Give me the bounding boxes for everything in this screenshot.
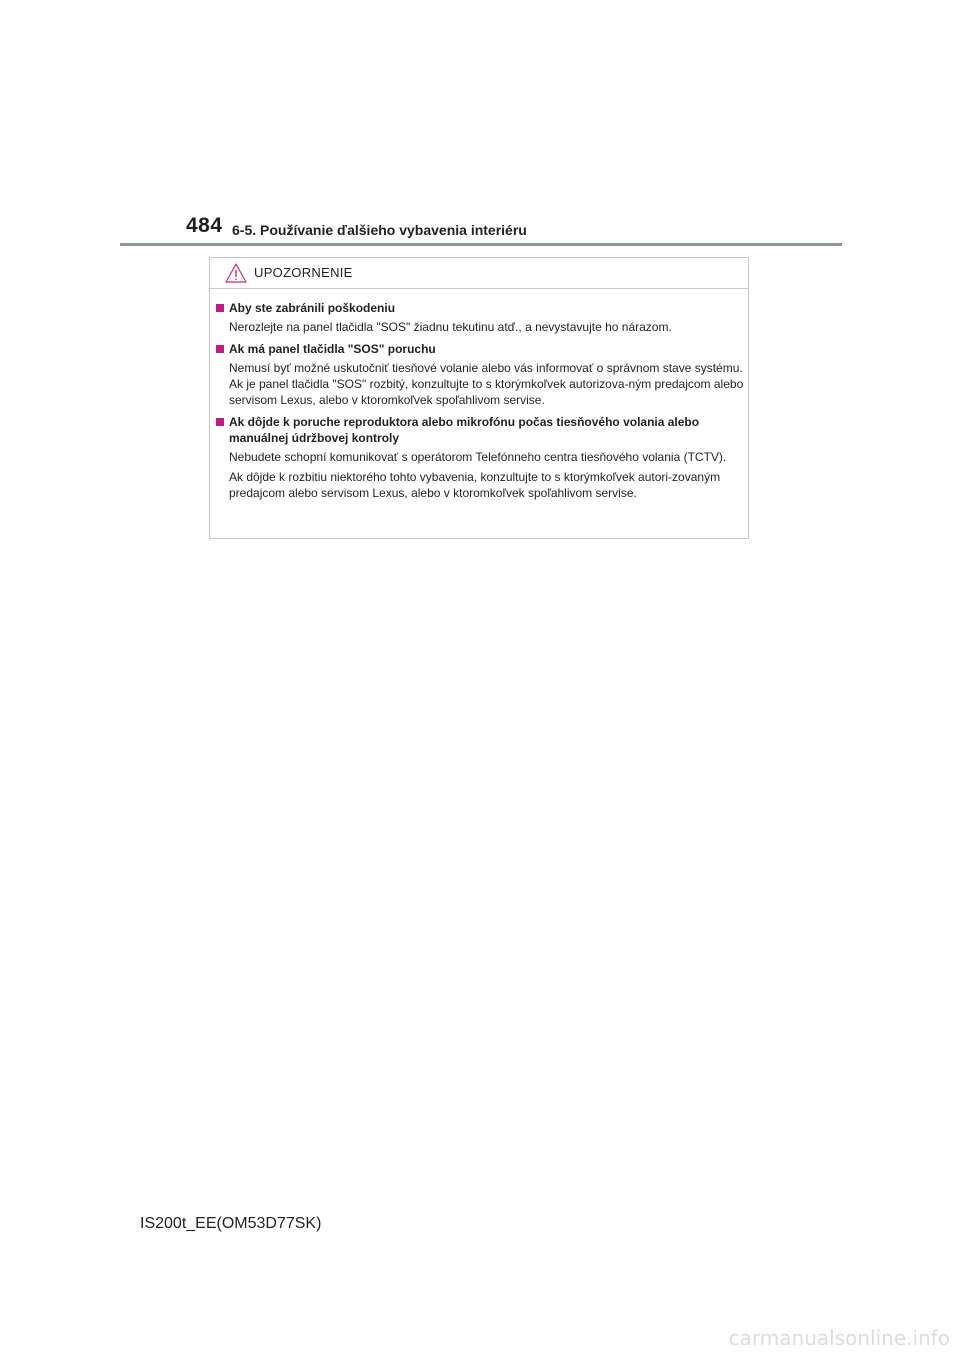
square-bullet-icon [216, 418, 224, 426]
page-header [0, 0, 960, 250]
warning-item-text: Ak dôjde k rozbitiu niektorého tohto vybavenia, konzultujte to s ktorýmkoľvek autori-zovaným predajcom alebo servisom Lexus, alebo v ktoromkoľvek spoľahlivom servise. [229, 470, 721, 500]
square-bullet-icon [216, 304, 224, 312]
warning-item-text: Nebudete schopní komunikovať s operátorom Telefónneho centra tiesňového volania (TCTV). [229, 450, 727, 464]
warning-item [216, 341, 744, 408]
warning-item-heading-text: Aby ste zabránili poškodeniu [229, 301, 396, 315]
header-divider [120, 243, 842, 246]
watermark: carmanualsonline.info [728, 1326, 950, 1350]
warning-item-heading [216, 300, 744, 316]
warning-item-text: Nemusí byť možné uskutočniť tiesňové volanie alebo vás informovať o správnom stave systému. Ak je panel tlačidla "SOS" rozbitý, konzultujte to s ktorýmkoľvek autorizova-ným predajcom alebo servisom Lexus, alebo v ktoromkoľvek spoľahlivom servise. [229, 361, 744, 407]
warning-item-heading-text: Ak dôjde k poruche reproduktora alebo mikrofónu počas tiesňového volania alebo manuálnej údržbovej kontroly [229, 415, 700, 445]
page-number: 484 [186, 214, 223, 237]
warning-title: UPOZORNENIE [254, 265, 353, 280]
warning-item-text: Nerozlejte na panel tlačidla "SOS" žiadnu tekutinu atď., a nevystavujte ho nárazom. [229, 320, 672, 334]
document-code: IS200t_EE(OM53D77SK) [140, 1215, 322, 1232]
warning-body [216, 300, 744, 507]
square-bullet-icon [216, 345, 224, 353]
warning-item-heading [216, 341, 744, 357]
warning-item-heading [216, 414, 744, 446]
warning-item [216, 414, 744, 501]
warning-triangle-icon [224, 262, 248, 284]
warning-item-heading-text: Ak má panel tlačidla "SOS" poruchu [229, 342, 436, 356]
warning-header [210, 258, 748, 289]
warning-item [216, 300, 744, 335]
section-title: 6-5. Používanie ďalšieho vybavenia interiéru [232, 222, 527, 238]
warning-box [209, 257, 749, 539]
